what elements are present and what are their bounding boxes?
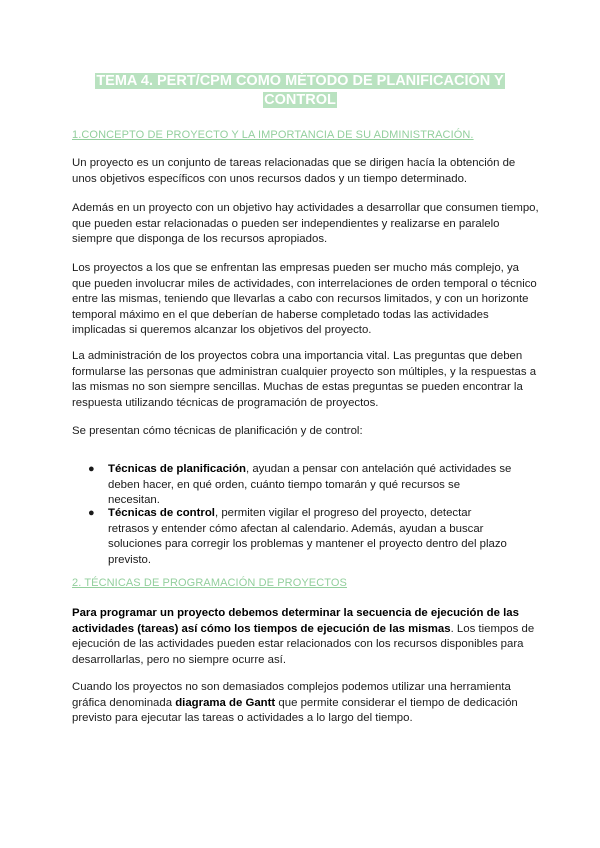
section-1-paragraph-1: Un proyecto es un conjunto de tareas relacionadas que se dirigen hacía la obtención de unos objetivos específicos con unos recursos dados y un tiempo determinado. [72, 157, 516, 185]
section-2-paragraph-1-text: . Los tiempos de ejecución de las actividades pueden estar relacionados con los recursos disponibles para desarrollarlas, pero no siempre ocurre así. [72, 622, 535, 666]
bullet-icon: ● [88, 463, 95, 475]
section-2-paragraph-2-end: que permite considerar el tiempo de dedicación previsto para ejecutar las tareas o actividades a lo largo del tiempo. [72, 696, 518, 725]
section-2-paragraph-1 [72, 606, 540, 668]
section-1-paragraph-2: Además en un proyecto con un objetivo hay actividades a desarrollar que consumen tiempo, que pueden estar relacionadas o pueden ser independientes y realizarse en paralelo siempre que disponga de los recursos apropiados. [72, 202, 539, 246]
section-2-paragraph-1-bold: Para programar un proyecto debemos determinar la secuencia de ejecución de las actividades (tareas) así cómo los tiempos de ejecución de las mismas [72, 607, 519, 635]
section-1-heading: 1.CONCEPTO DE PROYECTO Y LA IMPORTANCIA DE SU ADMINISTRACIÓN. [72, 129, 474, 141]
bullet-item-planificacion-term: Técnicas de planificación [108, 463, 247, 475]
title-line-1: TEMA 4. PERT/CPM COMO MÉTODO DE PLANIFICACIÓN Y [96, 73, 504, 89]
bullet-item-control-text: , permiten vigilar el progreso del proyecto, detectar retrasos y entender cómo afectan al calendario. Además, ayudan a buscar soluciones para corregir los problemas y mantener el proyecto dentro del plazo previsto. [108, 507, 507, 566]
bullet-icon: ● [88, 507, 95, 519]
section-2-paragraph-2-start: Cuando los proyectos no son demasiados complejos podemos utilizar una herramienta gráfica denominada [72, 681, 511, 709]
title-line-2: CONTROL [264, 92, 336, 108]
bullet-item-planificacion-text: , ayudan a pensar con antelación qué actividades se deben hacer, en qué orden, cuánto tiempo tomarán y qué recursos se necesitan. [108, 463, 512, 507]
section-1-paragraph-5: Se presentan cómo técnicas de planificación y de control: [72, 425, 363, 437]
bullet-item-control [108, 506, 514, 568]
document-title [72, 72, 528, 110]
gantt-term: diagrama de Gantt [175, 696, 276, 709]
section-1-paragraph-4: La administración de los proyectos cobra una importancia vital. Las preguntas que deben formularse las personas que administran cualquier proyecto son múltiples, y la respuestas a las mismas no son siempre sencillas. Muchas de estas preguntas se pueden encontrar la respuesta utilizando técnicas de programación de proyectos. [72, 350, 537, 409]
bullet-item-control-term: Técnicas de control [108, 507, 215, 519]
bullet-item-planificacion [108, 462, 514, 509]
section-2-paragraph-2 [72, 680, 540, 727]
section-1-paragraph-3: Los proyectos a los que se enfrentan las empresas pueden ser mucho más complejo, ya que pueden involucrar miles de actividades, con interrelaciones de orden temporal o técnico entre las mismas, teniendo que llevarlas a cabo con recursos limitados, y con un horizonte temporal máximo en el que deberían de haberse completado todas las actividades implicadas si queremos alcanzar los objetivos del proyecto. [72, 262, 537, 337]
section-2-heading: 2. TÉCNICAS DE PROGRAMACIÓN DE PROYECTOS [72, 577, 347, 589]
